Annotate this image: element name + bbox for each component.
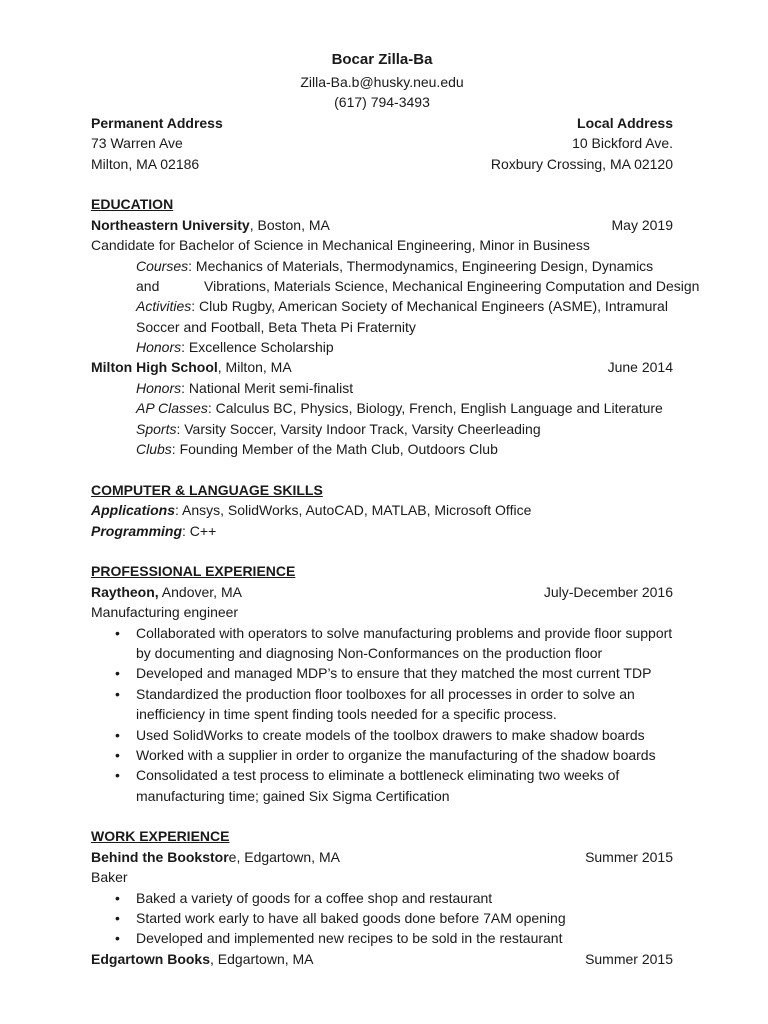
neu-school: Northeastern University <box>91 216 250 233</box>
mhs-honors: Honors: National Merit semi-finalist <box>136 379 354 396</box>
neu-date: May 2019 <box>611 216 673 233</box>
job1-row <box>91 847 673 867</box>
raytheon-title: Manufacturing engineer <box>91 604 239 621</box>
activities-label: Activities <box>136 298 192 315</box>
bullet-icon: • <box>115 665 120 682</box>
bullet-item: • Standardized the production floor toolboxes for all processes in order to solve an <box>91 684 673 704</box>
bullet-item: • Used SolidWorks to create models of the toolbox drawers to make shadow boards <box>91 725 673 745</box>
neu-activities-cont: Soccer and Football, Beta Theta Pi Fraternity <box>136 318 416 335</box>
job1-title: Baker <box>91 869 128 886</box>
permanent-address-line1: 73 Warren Ave <box>91 135 183 152</box>
permanent-address-label: Permanent Address <box>91 114 223 131</box>
work-heading: WORK EXPERIENCE <box>91 828 230 845</box>
mhs-school: Milton High School <box>91 359 218 376</box>
bullet-item: • Consolidated a test process to eliminate a bottleneck eliminating two weeks of <box>91 765 673 785</box>
neu-courses-cont: Vibrations, Materials Science, Mechanical Engineering Computation and Design <box>204 277 700 294</box>
neu-row <box>91 215 673 235</box>
bullet-icon: • <box>115 624 120 641</box>
job1-date: Summer 2015 <box>585 848 673 865</box>
address-labels <box>91 113 673 133</box>
job2-date: Summer 2015 <box>585 950 673 967</box>
bullet-item: • Developed and implemented new recipes to be sold in the restaurant <box>91 928 673 948</box>
bullet-item: • Worked with a supplier in order to organize the manufacturing of the shadow boards <box>91 745 673 765</box>
local-address-line2: Roxbury Crossing, MA 02120 <box>490 155 673 172</box>
bullet-icon: • <box>115 889 120 906</box>
job2-row <box>91 949 673 969</box>
bullet-item: • Baked a variety of goods for a coffee shop and restaurant <box>91 888 673 908</box>
mhs-location: , Milton, MA <box>217 359 292 376</box>
job1-company-rest: e, Edgartown, MA <box>228 848 340 865</box>
bullet-icon: • <box>115 930 120 947</box>
bullet-continuation: manufacturing time; gained Six Sigma Certification <box>136 787 450 804</box>
mhs-date: June 2014 <box>607 359 673 376</box>
bullet-icon: • <box>115 910 120 927</box>
bullet-continuation: inefficiency in time spent finding tools needed for a specific process. <box>136 706 557 723</box>
neu-courses: Courses: Mechanics of Materials, Thermodynamics, Engineering Design, Dynamics and <box>136 257 654 294</box>
mhs-sports: Sports: Varsity Soccer, Varsity Indoor Track, Varsity Cheerleading <box>136 420 541 437</box>
resume-page <box>91 48 700 969</box>
local-address-line1: 10 Bickford Ave. <box>572 135 673 152</box>
raytheon-bullets <box>91 623 673 807</box>
neu-location: , Boston, MA <box>249 216 330 233</box>
professional-heading: PROFESSIONAL EXPERIENCE <box>91 563 296 580</box>
bullet-icon: • <box>115 726 120 743</box>
permanent-address-line2: Milton, MA 02186 <box>91 155 200 172</box>
bullet-icon: • <box>115 685 120 702</box>
honors-label: Honors <box>136 339 182 356</box>
raytheon-location: Andover, MA <box>158 583 242 600</box>
skills-programming: Programming: C++ <box>91 522 217 539</box>
local-address-label: Local Address <box>577 114 673 131</box>
mhs-clubs: Clubs: Founding Member of the Math Club, Outdoors Club <box>136 441 498 458</box>
candidate-name: Bocar Zilla-Ba <box>331 51 433 68</box>
bullet-icon: • <box>115 767 120 784</box>
address-line-2 <box>91 154 673 174</box>
job2-company: Edgartown Books <box>91 950 211 967</box>
raytheon-date: July-December 2016 <box>543 583 673 600</box>
email: Zilla-Ba.b@husky.neu.edu <box>300 74 464 90</box>
bullet-icon: • <box>115 746 120 763</box>
mhs-row <box>91 357 673 377</box>
bullet-item: • Started work early to have all baked goods done before 7AM opening <box>91 908 673 928</box>
bullet-item: • Collaborated with operators to solve manufacturing problems and provide floor support <box>91 623 673 643</box>
bullet-continuation: by documenting and diagnosing Non-Conformances on the production floor <box>136 644 603 661</box>
skills-heading: COMPUTER & LANGUAGE SKILLS <box>91 481 323 498</box>
phone: (617) 794-3493 <box>334 94 430 111</box>
job1-bullets <box>91 888 673 949</box>
bullet-item: • Developed and managed MDP’s to ensure that they matched the most current TDP <box>91 663 673 683</box>
neu-honors: Honors: Excellence Scholarship <box>136 339 334 356</box>
mhs-ap-classes: AP Classes: Calculus BC, Physics, Biology, French, English Language and Literature <box>136 400 663 417</box>
education-heading: EDUCATION <box>91 196 174 213</box>
raytheon-company: Raytheon, <box>91 583 159 600</box>
skills-applications: Applications: Ansys, SolidWorks, AutoCAD, MATLAB, Microsoft Office <box>91 502 532 519</box>
neu-activities: Activities: Club Rugby, American Society of Mechanical Engineers (ASME), Intramural <box>136 298 668 315</box>
raytheon-row <box>91 582 673 602</box>
job2-location: , Edgartown, MA <box>210 950 314 967</box>
neu-degree: Candidate for Bachelor of Science in Mechanical Engineering, Minor in Business <box>91 237 590 254</box>
address-line-1 <box>91 133 673 153</box>
courses-label: Courses <box>136 257 189 274</box>
job1-company: Behind the Bookstor <box>91 848 229 865</box>
